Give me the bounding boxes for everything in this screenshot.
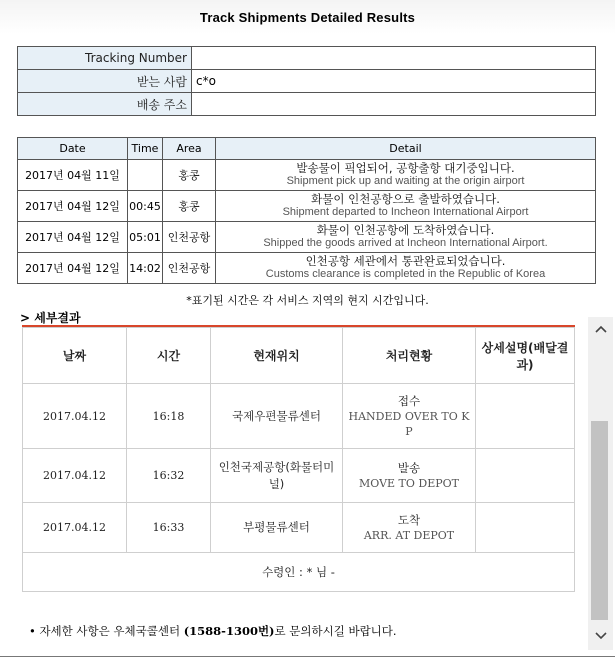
event-date: 2017년 04월 12일	[18, 191, 128, 222]
event-time: 05:01	[128, 222, 163, 253]
detail-results-panel[interactable]	[17, 306, 615, 654]
event-detail	[216, 160, 596, 191]
local-time-note: *표기된 시간은 각 서비스 지역의 현지 시간입니다.	[186, 294, 429, 307]
event-time	[128, 160, 163, 191]
event-detail-en: Customs clearance is completed in the Republic of Korea	[265, 268, 546, 280]
event-detail-en: Shipment departed to Incheon International Airport	[282, 206, 529, 218]
detail-location: 인천국제공항(화물터미널)	[211, 449, 343, 503]
detail-description	[476, 449, 575, 503]
callcenter-number: (1588-1300번)	[183, 624, 275, 638]
col-time: 시간	[127, 328, 211, 384]
event-date: 2017년 04월 12일	[18, 253, 128, 284]
tracking-number-label: Tracking Number	[18, 47, 192, 70]
col-detail: Detail	[216, 138, 596, 160]
status-ko: 도착	[397, 512, 421, 527]
detail-status	[343, 384, 476, 449]
event-detail-en: Shipped the goods arrived at Incheon International Airport.	[263, 237, 548, 249]
table-row	[23, 384, 575, 449]
detail-results-title: > 세부결과	[20, 311, 81, 325]
detail-date: 2017.04.12	[23, 503, 127, 553]
table-row	[18, 191, 596, 222]
col-area: Area	[163, 138, 216, 160]
info-row	[18, 70, 596, 93]
chevron-up-icon[interactable]	[588, 319, 613, 341]
event-time: 14:02	[128, 253, 163, 284]
detail-time: 16:32	[127, 449, 211, 503]
detail-time: 16:18	[127, 384, 211, 449]
col-time: Time	[128, 138, 163, 160]
event-detail-ko: 발송물이 픽업되어, 공항출항 대기중입니다.	[296, 161, 515, 175]
page-title: Track Shipments Detailed Results	[199, 10, 416, 25]
detail-location: 부평물류센터	[211, 503, 343, 553]
event-detail-ko: 화물이 인천공항에 도착하였습니다.	[316, 223, 495, 237]
detail-time: 16:33	[127, 503, 211, 553]
detail-results-table	[22, 327, 575, 592]
shipment-info-table	[17, 46, 596, 116]
event-detail-ko: 인천공항 세관에서 통관완료되었습니다.	[305, 254, 506, 268]
event-detail	[216, 191, 596, 222]
table-row	[18, 160, 596, 191]
footnote-text: • 자세한 사항은 우체국콜센터	[29, 624, 184, 638]
col-date: 날짜	[23, 328, 127, 384]
address-value	[192, 93, 596, 116]
divider	[0, 656, 615, 657]
status-en: MOVE TO DEPOT	[358, 476, 459, 490]
event-area: 홍콩	[163, 160, 216, 191]
event-time: 00:45	[128, 191, 163, 222]
tracking-header-row	[18, 138, 596, 160]
tracking-number-value	[192, 47, 596, 70]
event-date: 2017년 04월 11일	[18, 160, 128, 191]
detail-description	[476, 503, 575, 553]
table-row	[18, 253, 596, 284]
col-description: 상세설명(배달결과)	[476, 328, 575, 384]
detail-location: 국제우편물류센터	[211, 384, 343, 449]
receiver-info: 수령인 : * 님 -	[23, 553, 575, 592]
event-detail-en: Shipment pick up and waiting at the origin airport	[286, 175, 525, 187]
status-en: HANDED OVER TO K P	[348, 409, 470, 438]
chevron-down-icon[interactable]	[588, 626, 613, 648]
info-row	[18, 93, 596, 116]
detail-results-content	[22, 325, 575, 654]
address-label: 배송 주소	[18, 93, 192, 116]
event-area: 인천공항	[163, 253, 216, 284]
detail-date: 2017.04.12	[23, 384, 127, 449]
table-row	[23, 553, 575, 592]
col-status: 처리현황	[343, 328, 476, 384]
recipient-label: 받는 사람	[18, 70, 192, 93]
status-ko: 발송	[397, 460, 421, 475]
footnote-text-end: 로 문의하시길 바랍니다.	[274, 624, 397, 638]
event-area: 인천공항	[163, 222, 216, 253]
detail-date: 2017.04.12	[23, 449, 127, 503]
status-ko: 접수	[397, 393, 421, 408]
tracking-events-table	[17, 137, 596, 284]
table-row	[18, 222, 596, 253]
event-area: 홍콩	[163, 191, 216, 222]
table-row	[23, 503, 575, 553]
contact-footnote	[29, 623, 397, 639]
event-detail-ko: 화물이 인천공항으로 출발하였습니다.	[311, 192, 500, 206]
detail-header-row	[23, 328, 575, 384]
info-row	[18, 47, 596, 70]
event-date: 2017년 04월 12일	[18, 222, 128, 253]
detail-status	[343, 503, 476, 553]
scrollbar-thumb[interactable]	[591, 421, 608, 620]
col-date: Date	[18, 138, 128, 160]
event-detail	[216, 253, 596, 284]
col-location: 현재위치	[211, 328, 343, 384]
detail-description	[476, 384, 575, 449]
event-detail	[216, 222, 596, 253]
vertical-scrollbar[interactable]	[588, 317, 613, 650]
recipient-value: c*o	[192, 70, 596, 93]
detail-status	[343, 449, 476, 503]
status-en: ARR. AT DEPOT	[363, 528, 455, 542]
table-row	[23, 449, 575, 503]
